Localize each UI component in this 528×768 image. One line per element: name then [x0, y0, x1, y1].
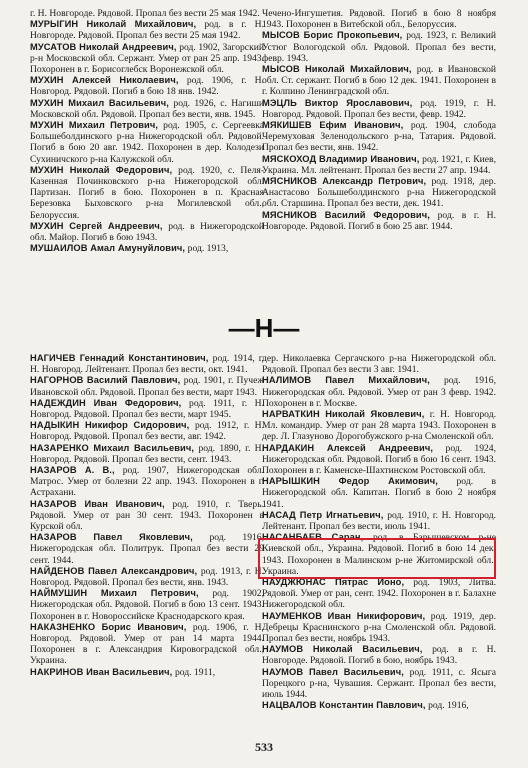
register-entry — [30, 499, 264, 533]
entry-details: род. 1916, — [428, 700, 469, 712]
register-entry — [262, 667, 496, 701]
entry-name: НАРВАТКИН Николай Яковлевич, — [262, 409, 425, 420]
register-entry — [30, 75, 264, 97]
entry-details: род. 1913, г. Н. Новгород. Рядовой. Пропал без вести, янв. 1943. — [30, 565, 264, 589]
entry-details: род. 1924, Нижегородская обл. Рядовой. Погиб в бою 16 сент. 1943. Похоронен в г. Каменске-Шахтинском Ростовской обл. — [262, 442, 496, 477]
entry-details: род. 1910, г. Н. Новгород. Лейтенант. Пропал без вести, июль 1941. — [262, 509, 496, 533]
register-entry — [262, 443, 496, 477]
entry-name: НАСАНБАЕВ Саран, — [262, 532, 364, 543]
entry-details: род. 1912, г. Н. Новгород. Рядовой. Пропал без вести, авг. 1942. — [30, 420, 264, 443]
entry-name: МУХИН Михаил Петрович, — [30, 120, 159, 131]
entry-name: НАЗАРОВ Иван Иванович, — [30, 498, 165, 509]
entry-details: Чечено-Ингушетия. Рядовой. Погиб в бою 8 ноября 1943. Похоронен в Витебской обл., Белоруссия. — [262, 8, 496, 31]
entry-name: МЯСНИКОВ Александр Петрович, — [262, 176, 427, 187]
register-entry — [262, 577, 496, 611]
register-entry — [30, 465, 264, 499]
entry-name: НАДЕЖДИН Иван Федорович, — [30, 397, 182, 408]
page-number: 533 — [255, 740, 273, 754]
register-entry — [30, 532, 264, 566]
entry-name: МУРЫГИН Николай Михайлович, — [30, 19, 197, 30]
register-entry — [262, 644, 496, 666]
entry-name: НАРДАКИН Алексей Андреевич, — [262, 442, 434, 453]
entry-name: НАЙДЕНОВ Павел Александрович, — [30, 565, 198, 576]
entry-name: МЭЦЛЬ Виктор Ярославович, — [262, 97, 413, 108]
entry-name: НАЗАРОВ А. В., — [30, 465, 115, 476]
register-entry — [262, 409, 496, 443]
entry-details: род. 1902, Загорский р-н Московской обл. Сержант. Умер от ран 25 апр. 1943. Похоронен в г. Борисоглебск Воронежской обл. — [30, 41, 264, 76]
register-entry — [30, 98, 264, 120]
entry-name: НАУДЖЮНАС Пятрас Ионо, — [262, 577, 405, 588]
entry-details: род. 1910, г. Тверь. Рядовой. Умер от ран 30 сент. 1943. Похоронен в Курской обл. — [30, 498, 264, 533]
entry-name: МУСАТОВ Николай Андреевич, — [30, 41, 177, 52]
entry-name: НАУМОВ Николай Васильевич, — [262, 644, 423, 655]
register-entry — [262, 64, 496, 98]
entry-name: НАУМЕНКОВ Иван Никифорович, — [262, 610, 426, 621]
entry-details: род. 1911, с. Ясыга Порецкого р-на, Чувашия. Сержант. Пропал без вести, июль 1944. — [262, 666, 496, 701]
entry-details: род. 1907, Нижегородская обл. Матрос. Умер от болезни 22 апр. 1943. Похоронен в г. Астрахани. — [30, 465, 265, 499]
register-entry — [30, 420, 264, 442]
entry-details: род. 1902, Нижегородская обл. Рядовой. Погиб в бою 13 сент. 1943. Похоронен в г. Новороссийске Краснодарского края. — [30, 588, 264, 622]
register-entry — [30, 243, 264, 254]
entry-name: МУХИН Алексей Николаевич, — [30, 75, 179, 86]
entry-details: род. в г. Н. Новгороде. Рядовой. Пропал без вести 25 мая 1942. — [30, 19, 265, 42]
register-entry — [262, 30, 496, 64]
entry-name: НАЙМУШИН Михаил Петрович, — [30, 588, 199, 599]
entry-details: род. 1913, — [187, 243, 229, 255]
entry-name: МУХИН Михаил Васильевич, — [30, 97, 169, 108]
entry-name: НАЦВАЛОВ Константин Павлович, — [262, 700, 426, 711]
entry-name: МЫСОВ Борис Прокопьевич, — [262, 30, 403, 41]
entry-details: род. 1920, с. Пеля-Казенная Починковского р-на Нижегородской обл. Партизан. Погиб в бою. Похоронен в п. Красная Березовка Быховского р-на Могилевской обл., Белоруссия. — [30, 164, 264, 221]
entry-name: НАДЫКИН Никифор Сидорович, — [30, 420, 190, 431]
entry-details: род. 1923, г. Великий Устюг Вологодской обл. Рядовой. Пропал без вести, февр. 1943. — [262, 30, 496, 64]
entry-name: НАКРИНОВ Иван Васильевич, — [30, 666, 173, 677]
entry-details: г. Н. Новгороде. Рядовой. Пропал без вести 25 мая 1942. — [30, 8, 260, 19]
register-entry — [262, 510, 496, 532]
register-entry — [30, 19, 264, 41]
register-entry — [262, 120, 496, 154]
entry-name: НАЛИМОВ Павел Михайлович, — [262, 375, 430, 386]
entry-details: г. Н. Новгород. Мл. командир. Умер от ран 28 марта 1943. Похоронен в дер. Л. Глазуново Дорогобужского р-на Смоленской обл. — [262, 409, 496, 443]
entry-name: МЯКИШЕВ Ефим Иванович, — [262, 120, 404, 131]
entry-details: род. 1914, г. Н. Новгород. Лейтенант. Пропал без вести, окт. 1941. — [30, 353, 264, 376]
column-bottom-left — [30, 353, 264, 678]
register-entry — [30, 443, 264, 465]
register-entry — [262, 700, 496, 711]
register-entry — [30, 622, 264, 667]
entry-name: МЫСОВ Николай Михайлович, — [262, 64, 412, 75]
entry-name: МУХИН Сергей Андреевич, — [30, 220, 163, 231]
column-bottom-right — [262, 353, 496, 712]
entry-name: НАСАД Петр Игнатьевич, — [262, 509, 384, 520]
entry-details: род. 1904, слобода Черемуховая Зеленодольского р-на, Татария. Рядовой. Пропал без вести, янв. 1942. — [262, 120, 496, 154]
entry-name: НАКАЗНЕНКО Борис Иванович, — [30, 621, 187, 632]
entry-name: НАРЫШКИН Федор Акимович, — [262, 476, 438, 487]
register-entry — [30, 353, 264, 375]
entry-details: дер. Николаевка Сергачского р-на Нижегородской обл. Рядовой. Пропал без вести 3 авг. 1941. — [262, 353, 496, 376]
entry-name: МЯСКОХОД Владимир Иванович, — [262, 153, 420, 164]
register-entry — [30, 667, 264, 678]
entry-details: род. в Нижегородской обл. Капитан. Погиб в бою 2 ноября 1941. — [262, 476, 496, 510]
entry-details: род. 1901, г. Пучеж Ивановской обл. Рядовой. Пропал без вести, март 1943. — [30, 375, 264, 398]
column-top-right — [262, 8, 496, 232]
highlight-box — [258, 538, 496, 579]
section-letter-heading: —Н— — [228, 313, 300, 343]
entry-name: НАЗАРЕНКО Михаил Васильевич, — [30, 442, 195, 453]
entry-details: род. 1911, — [174, 666, 216, 678]
register-entry — [262, 353, 496, 375]
entry-details: род. в г. Н. Новгороде. Рядовой. Погиб в бою, ноябрь 1943. — [262, 644, 497, 667]
entry-details: род. 1921, г. Киев, Украина. Мл. лейтенант. Пропал без вести 27 апр. 1944. — [262, 153, 496, 176]
entry-details: род. 1919, дер. Дебрецы Краснинского р-на Смоленской обл. Рядовой. Пропал без вести, ноябрь 1943. — [262, 610, 496, 645]
register-entry — [262, 176, 496, 210]
register-entry — [30, 375, 264, 397]
register-entry — [262, 375, 496, 409]
entry-details: род. 1918, дер. Анастасово Большеболдинского р-на Нижегородской обл. Старшина. Пропал без вести, дек. 1941. — [262, 176, 496, 210]
entry-details: род. 1916, Нижегородская обл. Политрук. Пропал без вести 29 сент. 1944. — [30, 532, 264, 566]
entry-details: род. 1916, Нижегородская обл. Рядовой. Умер от ран 3 февр. 1942. Похоронен в г. Москве. — [262, 375, 496, 409]
register-entry — [30, 8, 264, 19]
entry-details: род. 1911, г. Н. Новгород. Рядовой. Пропал без вести, март 1945. — [30, 397, 264, 421]
entry-details: род. 1903, Литва. Рядовой. Умер от ран, сент. 1942. Похоронен в г. Балахне Нижегородской обл. — [262, 577, 496, 611]
register-entry — [30, 221, 264, 243]
register-entry — [262, 476, 496, 510]
register-entry — [30, 42, 264, 76]
entry-name: НАЗАРОВ Павел Яковлевич, — [30, 532, 193, 543]
register-entry — [262, 611, 496, 645]
register-entry — [30, 398, 264, 420]
entry-details: род. 1906, г. Н. Новгород. Рядовой. Умер от ран 14 марта 1944. Похоронен в г. Александрия Кировоградской обл., Украина. — [30, 621, 264, 667]
entry-name: МЯСНИКОВ Василий Федорович, — [262, 209, 430, 220]
entry-details: род. 1890, г. Н. Новгород. Рядовой. Пропал без вести, сент. 1943. — [30, 442, 264, 465]
register-entry — [262, 8, 496, 30]
entry-name: НАУМОВ Павел Васильевич, — [262, 666, 404, 677]
register-entry — [262, 154, 496, 176]
column-top-left — [30, 8, 264, 254]
register-entry — [30, 566, 264, 588]
entry-details: род. 1926, с. Нагиши Московской обл. Рядовой. Пропал без вести, янв. 1945. — [30, 97, 264, 120]
entry-details: род. 1919, г. Н. Новгород. Рядовой. Пропал без вести, февр. 1942. — [262, 97, 496, 120]
entry-details: род. в Нижегородской обл. Майор. Погиб в бою 1943. — [30, 220, 264, 244]
register-entry — [30, 588, 264, 622]
entry-name: НАГОРНОВ Василий Павлович, — [30, 375, 181, 386]
entry-name: МУХИН Николай Федорович, — [30, 164, 173, 175]
entry-details: род. в Ивановской обл. Ст. сержант. Погиб в бою 12 дек. 1941. Похоронен в г. Колпино Ленинградской обл. — [262, 64, 497, 98]
entry-name: МУШАИЛОВ Амал Амунуйлович, — [30, 243, 186, 254]
entry-details: род. 1906, г. Н. Новгород. Рядовой. Погиб в бою 18 янв. 1942. — [30, 75, 264, 98]
register-entry — [30, 165, 264, 221]
entry-name: НАГИЧЕВ Геннадий Константинович, — [30, 353, 209, 363]
register-entry — [262, 210, 496, 232]
register-entry — [262, 98, 496, 120]
entry-details: род. 1905, с. Сергеевка Большеболдинского р-на Нижегородской обл. Рядовой. Погиб в бою 20 авг. 1942. Похоронен в дер. Колодези Сухиничского р-на Калужской обл. — [30, 120, 265, 165]
register-entry — [30, 120, 264, 165]
entry-details: род. в г. Н. Новгороде. Рядовой. Погиб в бою 25 авг. 1944. — [262, 209, 496, 232]
entry-details: род. в Барышевском р-не Киевской обл., Украина. Рядовой. Погиб в бою 14 дек. 1943. Похоронен в Малинском р-не Житомирской обл., Украина. — [262, 532, 496, 577]
